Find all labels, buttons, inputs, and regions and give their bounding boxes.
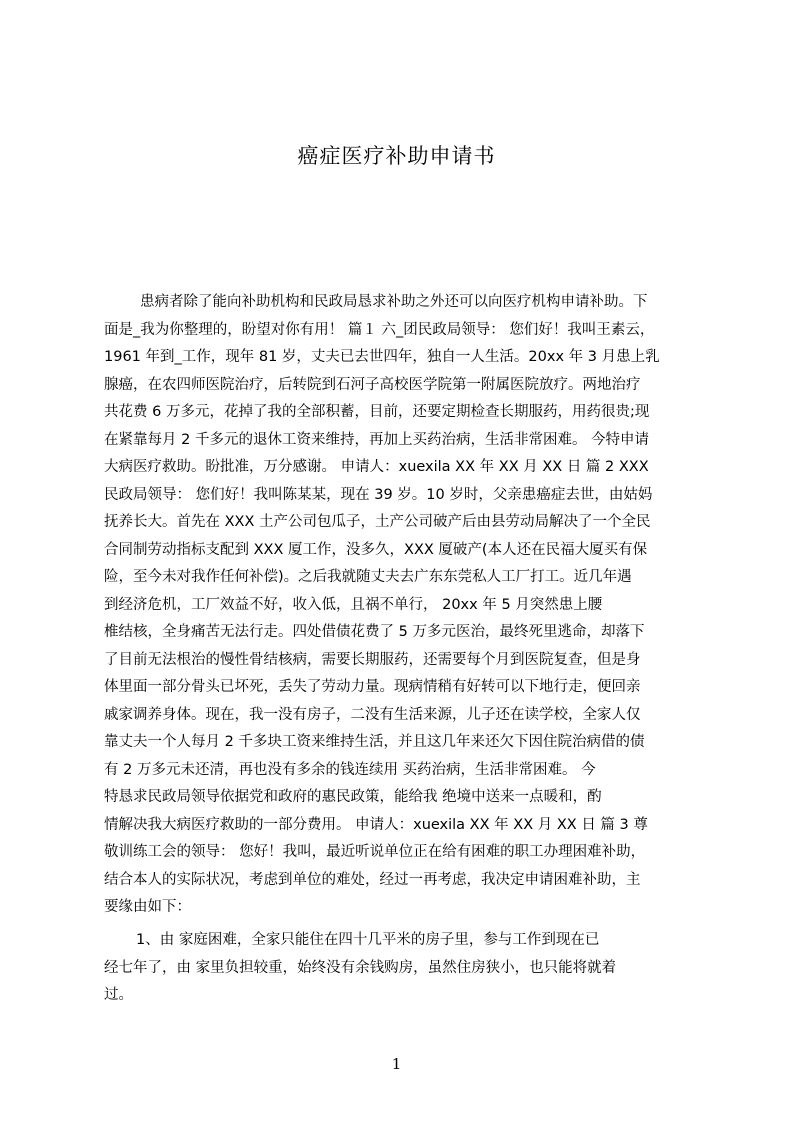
body-paragraph — [104, 289, 696, 922]
text-line: 1961 年到_工作，现年 81 岁，丈夫已去世四年，独自一人生活。20xx 年 3 月患上乳 — [104, 349, 660, 365]
text-line: 椎结核，全身痛苦无法行走。四处借债花费了 5 万多元医治，最终死里逃命，却落下 — [104, 624, 645, 640]
text-line: 面是_我为你整理的，盼望对你有用！ 篇１ 六_团民政局领导： 您们好！我叫王素云， — [104, 321, 655, 338]
text-line: 体里面一部分骨头已坏死，丢失了劳动力量。现病情稍有好转可以下地行走，便回亲 — [104, 679, 641, 695]
text-line: 有 2 万多元未还清，再也没有多余的钱连续用 买药治病，生活非常困难。 今 — [104, 761, 596, 778]
text-line: 结合本人的实际状况，考虑到单位的难处，经过一再考虑，我决定申请困难补助，主 — [104, 871, 641, 888]
text-line: 腺癌，在农四师医院治疗，后转院到石河子高校医学院第一附属医院放疗。两地治疗 — [104, 376, 641, 393]
text-line: 特恳求民政局领导依据党和政府的惠民政策，能给我 绝境中送来一点暖和，酌 — [104, 789, 602, 805]
text-line: 共花费 6 万多元，花掉了我的全部积蓄，目前，还要定期检查长期服药，用药很贵;现 — [104, 404, 650, 420]
document-title: 癌症医疗补助申请书 — [297, 144, 496, 168]
numbered-item-1 — [104, 927, 696, 1010]
text-line: 险，至今未对我作任何补偿)。之后我就随丈夫去广东东莞私人工厂打工。近几年遇 — [104, 569, 632, 585]
text-line: 戚家调养身体。现在，我一没有房子，二没有生活来源，儿子还在读学校，全家人仅 — [104, 706, 641, 723]
text-line: 1、由 家庭困难，全家只能住在四十几平米的房子里，参与工作到现在已 — [136, 932, 600, 948]
text-line: 情解决我大病医疗救助的一部分费用。 申请人：xuexila XX 年 XX 月 XX 日 篇 3 尊 — [104, 816, 648, 833]
text-line: 经七年了，由 家里负担较重，始终没有余钱购房，虽然住房狭小，也只能将就着 — [104, 959, 617, 976]
text-line: 过。 — [104, 987, 133, 1003]
text-line: 合同制劳动指标支配到 XXX 厦工作，没多久，XXX 厦破产(本人还在民福大厦买有保 — [104, 541, 648, 558]
text-line: 到经济危机，工厂效益不好，收入低，且祸不单行， 20xx 年 5 月突然患上腰 — [104, 596, 603, 613]
text-line: 敬训练工会的领导： 您好！我叫，最近听说单位正在给有困难的职工办理困难补助， — [104, 844, 646, 860]
text-line: 了目前无法根治的慢性骨结核病，需要长期服药，还需要每个月到医院复查，但是身 — [104, 651, 641, 668]
text-line: 民政局领导： 您们好！我叫陈某某，现在 39 岁。10 岁时，父亲患癌症去世，由姑妈 — [104, 486, 653, 503]
text-line: 抚养长大。首先在 XXX 土产公司包瓜子，土产公司破产后由县劳动局解决了一个全民 — [104, 514, 651, 530]
text-line: 靠丈夫一个人每月 2 千多块工资来维持生活，并且这几年来还欠下因住院治病借的债 — [104, 734, 645, 750]
text-line: 在紧靠每月 2 千多元的退休工资来维持，再加上买药治病，生活非常困难。 今特申请 — [104, 431, 650, 448]
text-line: 要缘由如下： — [104, 899, 191, 915]
page-number: 1 — [391, 1055, 402, 1073]
text-line: 大病医疗救助。盼批准，万分感谢。 申请人：xuexila XX 年 XX 月 XX 日 篇 2 XXX — [104, 459, 649, 475]
text-line: 患病者除了能向补助机构和民政局恳求补助之外还可以向医疗机构申请补助。下 — [140, 294, 648, 310]
